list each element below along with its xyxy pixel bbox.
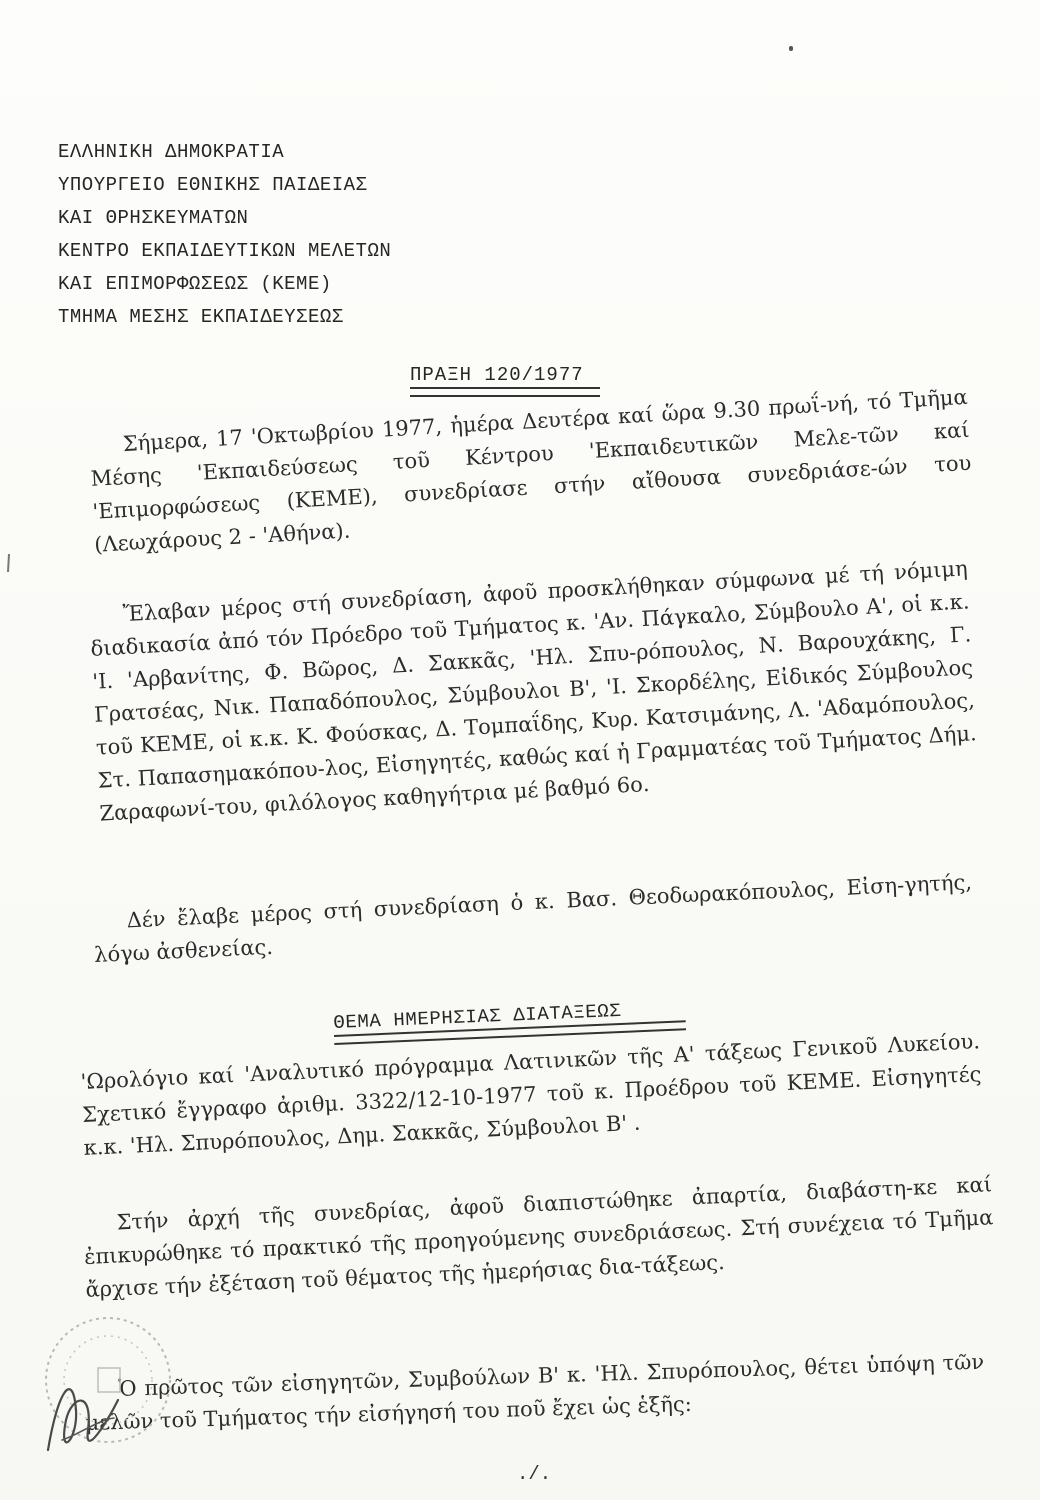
paragraph-6-text: Ὁ πρῶτος τῶν εἰσηγητῶν, Συμβούλων Β' κ. 'Ηλ. Σπυρόπουλος, θέτει ὑπόψη τῶν μελῶν τοῦ Τμήματος τήν εἰσήγησή του ποῦ ἔχει ὡς ἑξῆς: xyxy=(85,1349,985,1435)
paragraph-3-text: Δέν ἔλαβε μέρος στή συνεδρίαση ὁ κ. Βασ. Θεοδωρακόπουλος, Εἰση-γητής, λόγω ἀσθενείας. xyxy=(93,870,973,967)
ink-dot xyxy=(789,46,793,51)
letterhead-line-1: ΕΛΛΗΝΙΚΗ ΔΗΜΟΚΡΑΤΙΑ xyxy=(58,141,285,163)
paragraph-absent xyxy=(92,866,974,972)
letterhead-line-6: ΤΜΗΜΑ ΜΕΣΗΣ ΕΚΠΑΙΔΕΥΣΕΩΣ xyxy=(58,306,344,328)
document-title xyxy=(410,364,600,397)
paragraph-rapporteur xyxy=(84,1346,986,1440)
paragraph-5-text: Στήν ἀρχή τῆς συνεδρίας, ἀφοῦ διαπιστώθηκε ἀπαρτία, διαβάστη-κε καί ἐπικυρώθηκε τό πρακτικό τῆς προηγούμενης συνεδριάσεως. Στή συνέχεια τό Τμῆμα ἄρχισε τήν ἐξέταση τοῦ θέματος τῆς ἡμερήσιας δια-τάξεως. xyxy=(83,1172,994,1302)
agenda-heading-text: ΘΕΜΑ ΗΜΕΡΗΣΙΑΣ ΔΙΑΤΑΞΕΩΣ xyxy=(333,999,622,1034)
stamp-and-signature-icon xyxy=(18,1300,198,1480)
document-title-text: ΠΡΑΞΗ 120/1977 xyxy=(410,364,584,386)
letterhead-line-5: ΚΑΙ ΕΠΙΜΟΡΦΩΣΕΩΣ (ΚΕΜΕ) xyxy=(58,273,332,295)
margin-ink-mark xyxy=(4,552,14,574)
letterhead xyxy=(58,136,391,334)
letterhead-line-3: ΚΑΙ ΘΡΗΣΚΕΥΜΑΤΩΝ xyxy=(58,207,249,229)
page-continuation-mark: ./. xyxy=(517,1463,552,1485)
letterhead-line-4: ΚΕΝΤΡΟ ΕΚΠΑΙΔΕΥΤΙΚΩΝ ΜΕΛΕΤΩΝ xyxy=(58,240,392,262)
paragraph-agenda xyxy=(80,1025,984,1165)
letterhead-line-2: ΥΠΟΥΡΓΕΙΟ ΕΘΝΙΚΗΣ ΠΑΙΔΕΙΑΣ xyxy=(58,174,368,196)
paragraph-proceedings xyxy=(82,1168,995,1307)
paragraph-2-text: Ἔλαβαν μέρος στή συνεδρίαση, ἀφοῦ προσκλήθηκαν σύμφωνα μέ τή νόμιμη διαδικασία ἀπό τόν Πρόεδρο τοῦ Τμήματος κ. 'Αν. Πάγκαλο, Σύμβουλο Α', οἱ κ.κ. 'Ι. 'Αρβανίτης, Φ. Βῶρος, Δ. Σακκᾶς, 'Ηλ. Σπυ-ρόπουλος, Ν. Βαρουχάκης, Γ. Γρατσέας, Νικ. Παπαδόπουλος, Σύμβουλοι Β', 'Ι. Σκορδέλης, Εἰδικός Σύμβουλος τοῦ ΚΕΜΕ, οἱ κ.κ. Κ. Φούσκας, Δ. Τομπαΐδης, Κυρ. Κατσιμάνης, Λ. 'Αδαμόπουλος, Στ. Παπασημακόπου-λος, Εἰσηγητές, καθώς καί ἡ Γραμματέας τοῦ Τμήματος Δήμ. Ζαραφωνί-του, φιλόλογος καθηγήτρια μέ βαθμό 6ο. xyxy=(90,556,978,826)
title-double-underline xyxy=(410,387,600,397)
agenda-heading xyxy=(333,997,686,1045)
paragraph-1-text: Σήμερα, 17 'Οκτωβρίου 1977, ἡμέρα Δευτέρα καί ὥρα 9.30 πρωΐ-νή, τό Τμῆμα Μέσης 'Εκπαιδεύσεως τοῦ Κέντρου 'Εκπαιδευτικῶν Μελε-τῶν καί 'Επιμορφώσεως (ΚΕΜΕ), συνεδρίασε στήν αἴθουσα συνεδριάσε-ών του (Λεωχάρους 2 - 'Αθήνα). xyxy=(90,384,972,557)
paragraph-meeting-info xyxy=(88,381,974,562)
paragraph-attendees xyxy=(88,552,979,830)
paragraph-4-text: 'Ωρολόγιο καί 'Αναλυτικό πρόγραμμα Λατινικῶν τῆς Α' τάξεως Γενικοῦ Λυκείου. Σχετικό ἔγγραφο ἀριθμ. 3322/12-10-1977 τοῦ κ. Προέδρου τοῦ ΚΕΜΕ. Εἰσηγητές κ.κ. 'Ηλ. Σπυρόπουλος, Δημ. Σακκᾶς, Σύμβουλοι Β' . xyxy=(80,1029,982,1160)
